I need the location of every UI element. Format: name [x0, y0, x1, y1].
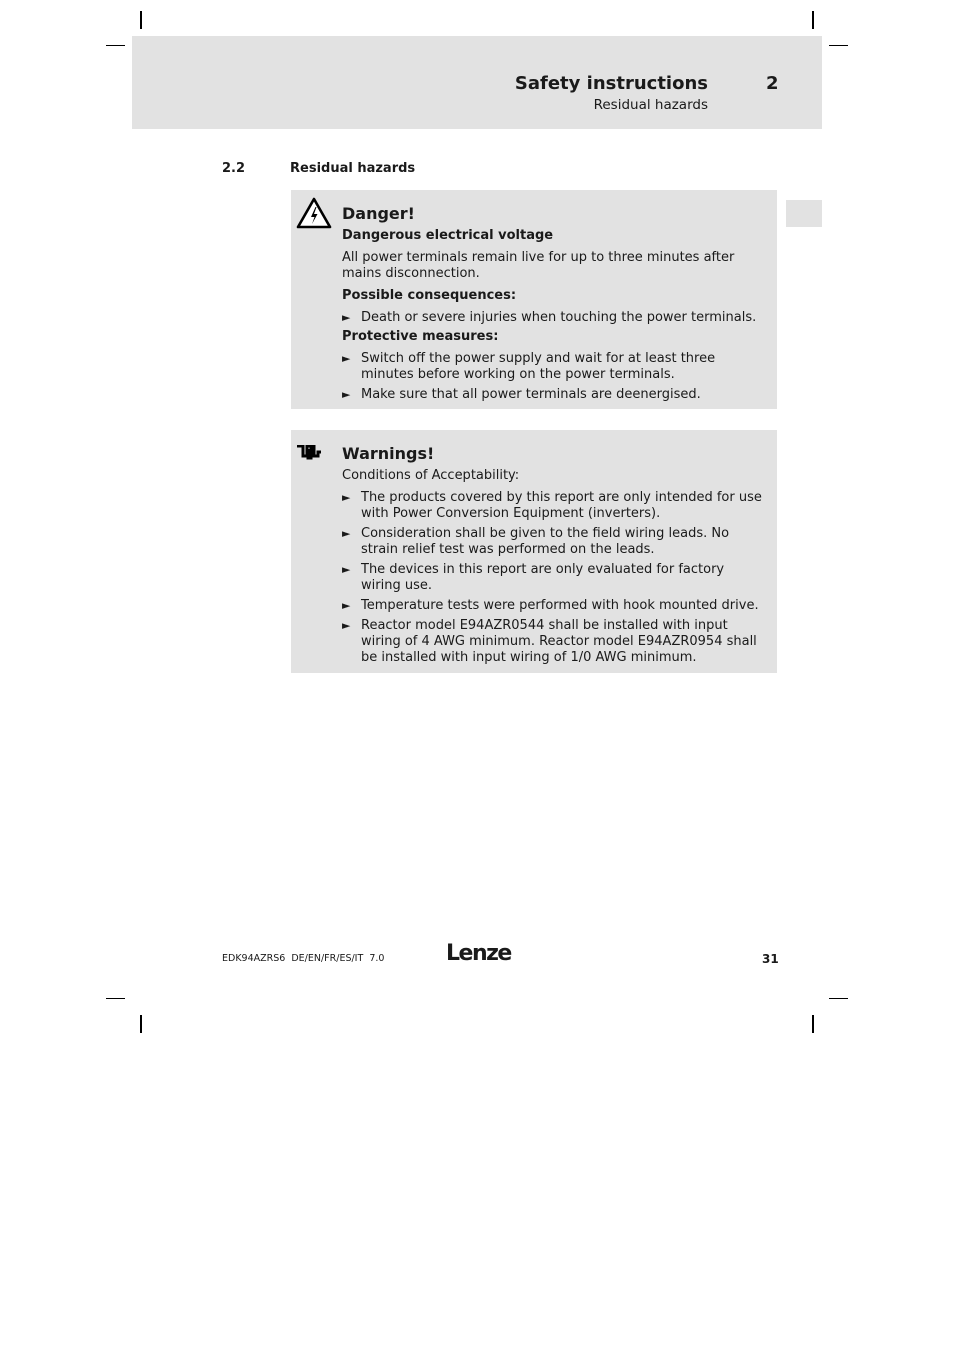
list-item: ► Switch off the power supply and wait for at least three minutes before working on the power terminals.: [342, 351, 716, 382]
bullet-arrow-icon: ►: [342, 599, 351, 612]
crop-mark-bottom-left-horizontal: [106, 998, 125, 999]
page-header-band: [132, 36, 822, 129]
list-item: ► Temperature tests were performed with hook mounted drive.: [342, 598, 759, 613]
bullet-arrow-icon: ►: [342, 352, 351, 365]
crop-mark-top-right-vertical: [812, 11, 814, 29]
lenze-logo: Lenze: [446, 941, 511, 966]
list-item: ► Make sure that all power terminals are deenergised.: [342, 387, 701, 402]
crop-mark-bottom-right-horizontal: [829, 998, 848, 999]
document-id: EDK94AZRS6 DE/EN/FR/ES/IT 7.0: [222, 953, 385, 964]
list-item: ► The devices in this report are only evaluated for factory wiring use.: [342, 562, 725, 593]
section-title: Residual hazards: [290, 161, 416, 176]
bullet-arrow-icon: ►: [342, 527, 351, 540]
page-header-subtitle: Residual hazards: [593, 97, 708, 113]
page-header-title: Safety instructions: [514, 73, 708, 94]
measures-list: [342, 351, 765, 403]
warnings-intro: Conditions of Acceptability:: [342, 468, 520, 483]
chapter-number: 2: [766, 73, 779, 94]
consequences-label: Possible consequences:: [342, 288, 517, 303]
list-item: ► Consideration shall be given to the field wiring leads. No strain relief test was performed on the leads.: [342, 526, 730, 557]
warnings-heading: Warnings!: [342, 444, 435, 463]
warnings-notice-content: [342, 444, 765, 670]
warnings-notice-box: [291, 430, 777, 673]
crop-mark-top-left-horizontal: [106, 45, 125, 46]
page-number: 31: [762, 952, 779, 966]
crop-mark-top-left-vertical: [140, 11, 142, 29]
bullet-arrow-icon: ►: [342, 388, 351, 401]
crop-mark-top-right-horizontal: [829, 45, 848, 46]
danger-notice-box: [291, 190, 777, 409]
list-item: ► The products covered by this report are only intended for use with Power Conversion Equipment (inverters).: [342, 490, 762, 521]
ul-mark-icon: [296, 445, 322, 465]
bullet-arrow-icon: ►: [342, 311, 351, 324]
danger-description: All power terminals remain live for up to three minutes after mains disconnection.: [342, 250, 735, 281]
consequences-list: [342, 310, 765, 326]
chapter-side-tab: [786, 200, 822, 227]
electrical-hazard-warning-triangle-icon: [296, 197, 332, 233]
bullet-arrow-icon: ►: [342, 491, 351, 504]
danger-heading: Danger!: [342, 204, 415, 223]
bullet-arrow-icon: ►: [342, 563, 351, 576]
section-number: 2.2: [222, 161, 246, 176]
list-item: ► Reactor model E94AZR0544 shall be installed with input wiring of 4 AWG minimum. Reactor model E94AZR0954 shall be installed with input wiring of 1/0 AWG minimum.: [342, 618, 757, 665]
list-item: ► Death or severe injuries when touching the power terminals.: [342, 310, 757, 325]
crop-mark-bottom-right-vertical: [812, 1015, 814, 1033]
bullet-arrow-icon: ►: [342, 619, 351, 632]
danger-notice-content: [342, 204, 765, 407]
measures-label: Protective measures:: [342, 329, 499, 344]
danger-subheading: Dangerous electrical voltage: [342, 228, 554, 243]
warnings-list: [342, 490, 765, 666]
crop-mark-bottom-left-vertical: [140, 1015, 142, 1033]
